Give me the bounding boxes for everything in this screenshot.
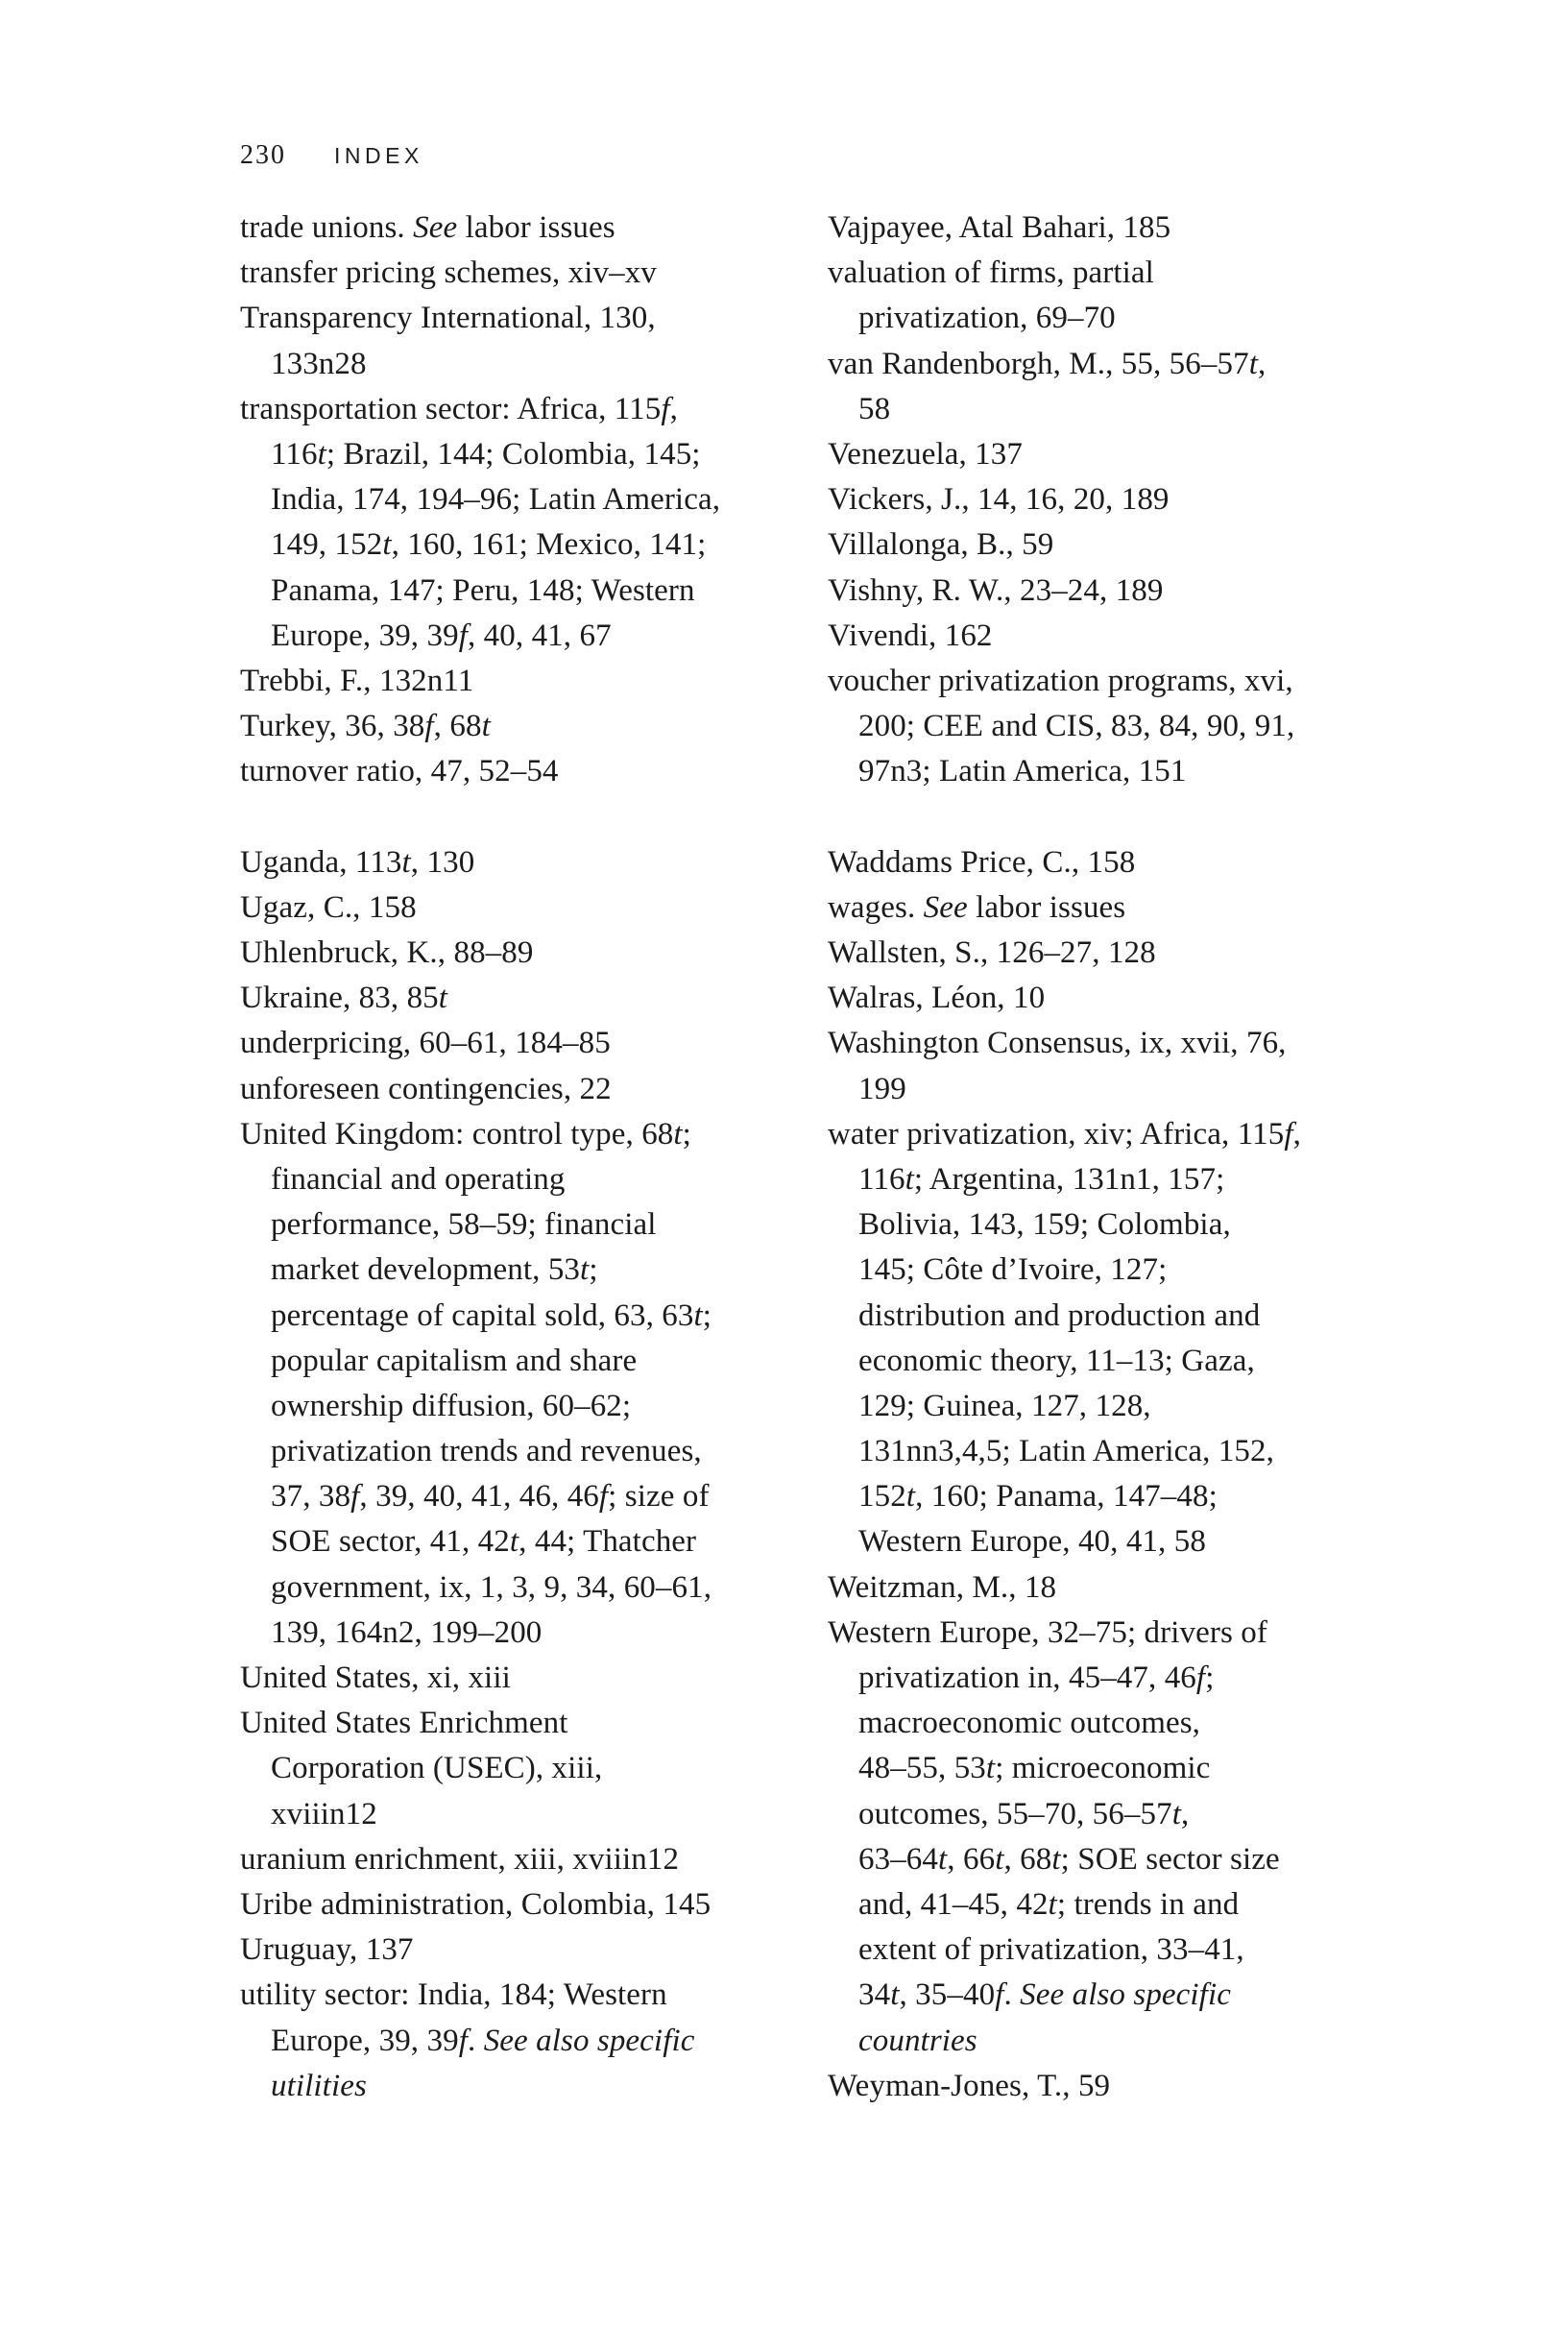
index-line-text: Europe, 39, 39 [271,2023,459,2058]
index-line-italic-text: f [995,1977,1004,2013]
index-line [828,704,1409,749]
index-line [828,2064,1409,2109]
index-line-text: underpricing, 60–61, 184–85 [240,1026,611,1061]
index-line-text: 34 [858,1977,891,2013]
index-line-text: transfer pricing schemes, xiv–xv [240,255,657,291]
index-line-italic-text: See [413,210,458,245]
index-line [828,976,1409,1021]
index-line-text: ; [702,1297,712,1333]
index-line-text: ; [1205,1661,1215,1695]
index-line-text: Trebbi, F., 132n11 [240,663,474,698]
index-line-text: ; SOE sector size [1060,1841,1280,1877]
index-line [240,1429,821,1474]
index-line-text: Weitzman, M., 18 [828,1569,1057,1605]
index-line [240,1339,821,1384]
index-line-text: 48–55, 53 [858,1751,986,1786]
index-line [240,976,821,1021]
index-line-italic-text: See [923,889,968,925]
index-line [828,614,1409,659]
index-line-italic-text: See also specific [1020,1977,1231,2013]
index-line [240,1701,821,1746]
index-line-text: 199 [858,1071,906,1106]
index-line-text: Uruguay, 137 [240,1932,414,1968]
index-line [240,2019,821,2064]
index-line [240,1973,821,2018]
index-line-text: 200; CEE and CIS, 83, 84, 90, 91, [858,709,1295,744]
index-line [828,206,1409,251]
index-line-text: and, 41–45, 42 [858,1886,1049,1922]
index-line [828,477,1409,522]
index-line [240,931,821,976]
index-line-text: privatization, 69–70 [858,301,1116,336]
index-line-italic-text: t [438,981,448,1016]
index-line [828,1021,1409,1066]
index-line [828,1837,1409,1882]
index-line-text: , 160; Panama, 147–48; [915,1479,1218,1515]
index-line-italic-text: t [995,1841,1004,1877]
index-line [240,2064,821,2109]
index-column-right [828,206,1409,2109]
index-line [240,522,821,568]
index-line-text: utility sector: India, 184; Western [240,1977,667,2013]
index-line-text: privatization trends and revenues, [271,1434,702,1469]
index-line [240,387,821,432]
index-line [240,749,821,794]
index-line-text: Venezuela, 137 [828,436,1023,472]
index-line-text: ; trends in and [1056,1886,1240,1922]
index-line-italic-text: f [598,1479,609,1515]
index-line-italic-text: f [458,2023,468,2058]
index-line-text: Europe, 39, 39 [271,618,459,653]
index-line [240,1294,821,1339]
index-line-italic-text: t [905,1479,916,1515]
index-line-italic-text: f [424,709,434,744]
page-number: 230 [240,140,286,170]
index-line [828,931,1409,976]
index-line-text: 149, 152 [271,527,383,563]
index-line [828,1067,1409,1112]
index-line-text: Turkey, 36, 38 [240,709,425,744]
index-line-italic-text: t [580,1252,590,1288]
index-line-italic-text: f [350,1479,360,1515]
index-line-text: , 39, 40, 41, 46, 46 [359,1479,599,1515]
index-line [828,1973,1409,2018]
index-line-italic-text: t [1051,1841,1061,1877]
index-line-text: turnover ratio, 47, 52–54 [240,754,559,789]
index-line [828,1202,1409,1248]
index-line [828,1746,1409,1791]
index-line-text: popular capitalism and share [271,1343,638,1378]
index-line-italic-text: utilities [271,2068,367,2103]
index-line [240,840,821,885]
index-line-text: performance, 58–59; financial [271,1207,657,1243]
index-line-italic-text: f [458,618,468,653]
index-line-text: Panama, 147; Peru, 148; Western [271,572,695,608]
index-line-text: 58 [858,391,891,426]
index-line [828,1294,1409,1339]
index-line-text: , [1180,1796,1190,1831]
index-line-italic-text: f [661,391,670,426]
index-line [240,569,821,614]
index-line [240,1565,821,1611]
index-line [240,342,821,387]
index-line-italic-text: t [673,1116,683,1152]
index-line [240,1248,821,1293]
index-line-text: ownership diffusion, 60–62; [271,1388,632,1423]
index-line-text: 37, 38 [271,1479,351,1515]
index-line-text: India, 174, 194–96; Latin America, [271,482,721,518]
index-line-italic-text: t [317,436,326,472]
index-line-text: privatization in, 45–47, 46 [858,1661,1196,1695]
index-line-text: ; Argentina, 131n1, 157; [913,1161,1225,1197]
index-line [240,1746,821,1791]
index-line [240,1067,821,1112]
index-line-text: government, ix, 1, 3, 9, 34, 60–61, [271,1569,712,1605]
index-line-text: Transparency International, 130, [240,301,656,336]
index-line [240,1157,821,1202]
index-line-text: , 66 [947,1841,996,1877]
index-line-italic-text: t [890,1977,900,2013]
index-line-text: 131nn3,4,5; Latin America, 152, [858,1434,1274,1469]
index-line [828,1248,1409,1293]
index-line [828,840,1409,885]
index-line-text: 145; Côte d’Ivoire, 127; [858,1252,1168,1288]
index-line-text: Weyman-Jones, T., 59 [828,2068,1111,2103]
index-line-italic-text: t [1048,1886,1057,1922]
index-line-text: macroeconomic outcomes, [858,1706,1201,1741]
index-line [240,432,821,477]
index-line-text: . [467,2023,484,2058]
index-line-text: 63–64 [858,1841,938,1877]
index-line-text: . [1003,1977,1021,2013]
index-line-text: ; size of [608,1479,710,1515]
index-line [828,749,1409,794]
index-line [240,1202,821,1248]
index-line-text: , 40, 41, 67 [467,618,612,653]
index-line [240,1611,821,1656]
index-line-italic-text: t [1171,1796,1181,1831]
index-line-italic-text: t [985,1751,996,1786]
index-line [240,1384,821,1429]
index-line-italic-text: t [693,1297,703,1333]
index-line-text: Uhlenbruck, K., 88–89 [240,935,534,970]
index-line [828,569,1409,614]
index-line-text: , 130 [410,844,475,880]
index-line-text: labor issues [457,210,615,245]
index-line [240,1837,821,1882]
index-line-text: wages. [828,889,924,925]
index-line [828,1792,1409,1837]
index-line [240,704,821,749]
section-gap [828,794,1409,839]
index-line-italic-text: t [905,1161,914,1197]
index-line [828,1656,1409,1701]
index-line [240,659,821,704]
index-line [828,1339,1409,1384]
index-line [828,522,1409,568]
index-line-text: Ugaz, C., 158 [240,889,417,925]
index-column-left [240,206,821,2109]
index-line-text: United States Enrichment [240,1706,568,1741]
index-line [240,1882,821,1928]
index-line-text: Western Europe, 32–75; drivers of [828,1614,1267,1650]
index-line-text: 97n3; Latin America, 151 [858,754,1187,789]
index-line-text: , 68 [1003,1841,1052,1877]
index-line [240,1792,821,1837]
index-line-text: Walras, Léon, 10 [828,981,1046,1016]
index-line-text: Vajpayee, Atal Bahari, 185 [828,210,1171,245]
index-line-text: water privatization, xiv; Africa, 115 [828,1116,1285,1152]
index-line-text: Wallsten, S., 126–27, 128 [828,935,1156,970]
index-line-text: , [1257,346,1266,381]
index-line-italic-text: t [481,709,491,744]
index-line-text: Bolivia, 143, 159; Colombia, [858,1207,1231,1243]
index-line-text: Uribe administration, Colombia, 145 [240,1886,712,1922]
index-line-text: Corporation (USEC), xiii, [271,1751,603,1786]
index-line-text: Ukraine, 83, 85 [240,981,439,1016]
index-line-text: Villalonga, B., 59 [828,527,1054,563]
index-line [828,885,1409,931]
index-line-text: unforeseen contingencies, 22 [240,1071,612,1106]
index-line [828,251,1409,296]
index-line [828,1474,1409,1519]
page-title: INDEX [334,143,423,168]
index-line [240,1519,821,1564]
index-line-italic-text: t [938,1841,948,1877]
index-line [828,1519,1409,1564]
index-line-text: market development, 53 [271,1252,581,1288]
index-line-text: 116 [271,436,318,472]
running-head [240,140,423,171]
index-line-text: labor issues [967,889,1126,925]
index-line-text: transportation sector: Africa, 115 [240,391,662,426]
index-line-text: , 68 [433,709,482,744]
index-line-text: xviiin12 [271,1796,377,1831]
index-line [828,1157,1409,1202]
index-line [240,1112,821,1157]
index-line-text: 133n28 [271,346,367,381]
index-line-text: Waddams Price, C., 158 [828,844,1136,880]
index-line [828,1565,1409,1611]
index-line-italic-text: t [1248,346,1258,381]
index-line [240,206,821,251]
index-line [240,885,821,931]
index-line-italic-text: f [1195,1661,1206,1695]
index-line-text: distribution and production and [858,1297,1261,1333]
index-line-text: Uganda, 113 [240,844,402,880]
index-line-text: Vishny, R. W., 23–24, 189 [828,572,1164,608]
index-line [240,251,821,296]
index-line-text: , 35–40 [899,1977,996,2013]
index-line [240,614,821,659]
index-line [828,432,1409,477]
index-line-text: United Kingdom: control type, 68 [240,1116,674,1152]
index-line-text: extent of privatization, 33–41, [858,1932,1244,1968]
index-line [828,387,1409,432]
index-line-text: uranium enrichment, xiii, xviiin12 [240,1841,680,1877]
index-line-text: percentage of capital sold, 63, 63 [271,1297,694,1333]
index-line-text: 116 [858,1161,905,1197]
index-line-text: Western Europe, 40, 41, 58 [858,1524,1206,1560]
index-line-text: Washington Consensus, ix, xvii, 76, [828,1026,1287,1061]
index-line [828,1701,1409,1746]
index-line-text: trade unions. [240,210,414,245]
index-line [240,296,821,341]
index-line-text: , [1292,1116,1301,1152]
index-line [828,1384,1409,1429]
index-line-text: ; [682,1116,691,1152]
index-line-text: 139, 164n2, 199–200 [271,1614,543,1650]
index-line-text: valuation of firms, partial [828,255,1154,291]
index-line-text: ; Brazil, 144; Colombia, 145; [326,436,701,472]
index-line-text: ; [589,1252,598,1288]
index-line-text: ; microeconomic [995,1751,1211,1786]
index-line-text: 152 [858,1479,906,1515]
index-line [828,342,1409,387]
index-line-text: , 44; Thatcher [519,1524,697,1560]
index-line-text: United States, xi, xiii [240,1661,511,1695]
index-line [828,1611,1409,1656]
index-line [828,2019,1409,2064]
index-line [240,1474,821,1519]
index-line-text: voucher privatization programs, xvi, [828,663,1293,698]
index-line-italic-text: f [1284,1116,1293,1152]
index-line-italic-text: t [382,527,392,563]
index-line-italic-text: See also specific [483,2023,695,2058]
index-line-text: Vickers, J., 14, 16, 20, 189 [828,482,1170,518]
index-line-italic-text: t [509,1524,519,1560]
section-gap [240,794,821,839]
index-line-text: 129; Guinea, 127, 128, [858,1388,1151,1423]
index-line-italic-text: t [401,844,411,880]
index-line [828,1429,1409,1474]
index-line [828,659,1409,704]
index-line-italic-text: countries [858,2023,977,2058]
index-line-text: , 160, 161; Mexico, 141; [391,527,707,563]
index-line [240,1928,821,1973]
index-line-text: , [669,391,679,426]
index-line [828,1112,1409,1157]
index-line [240,1021,821,1066]
index-line-text: outcomes, 55–70, 56–57 [858,1796,1172,1831]
index-line-text: van Randenborgh, M., 55, 56–57 [828,346,1249,381]
index-line [828,1928,1409,1973]
index-line [240,477,821,522]
index-line [828,1882,1409,1928]
index-line [240,1656,821,1701]
index-line-text: economic theory, 11–13; Gaza, [858,1343,1255,1378]
index-line-text: SOE sector, 41, 42 [271,1524,510,1560]
index-line-text: financial and operating [271,1161,566,1197]
index-line [828,296,1409,341]
index-line-text: Vivendi, 162 [828,618,993,653]
